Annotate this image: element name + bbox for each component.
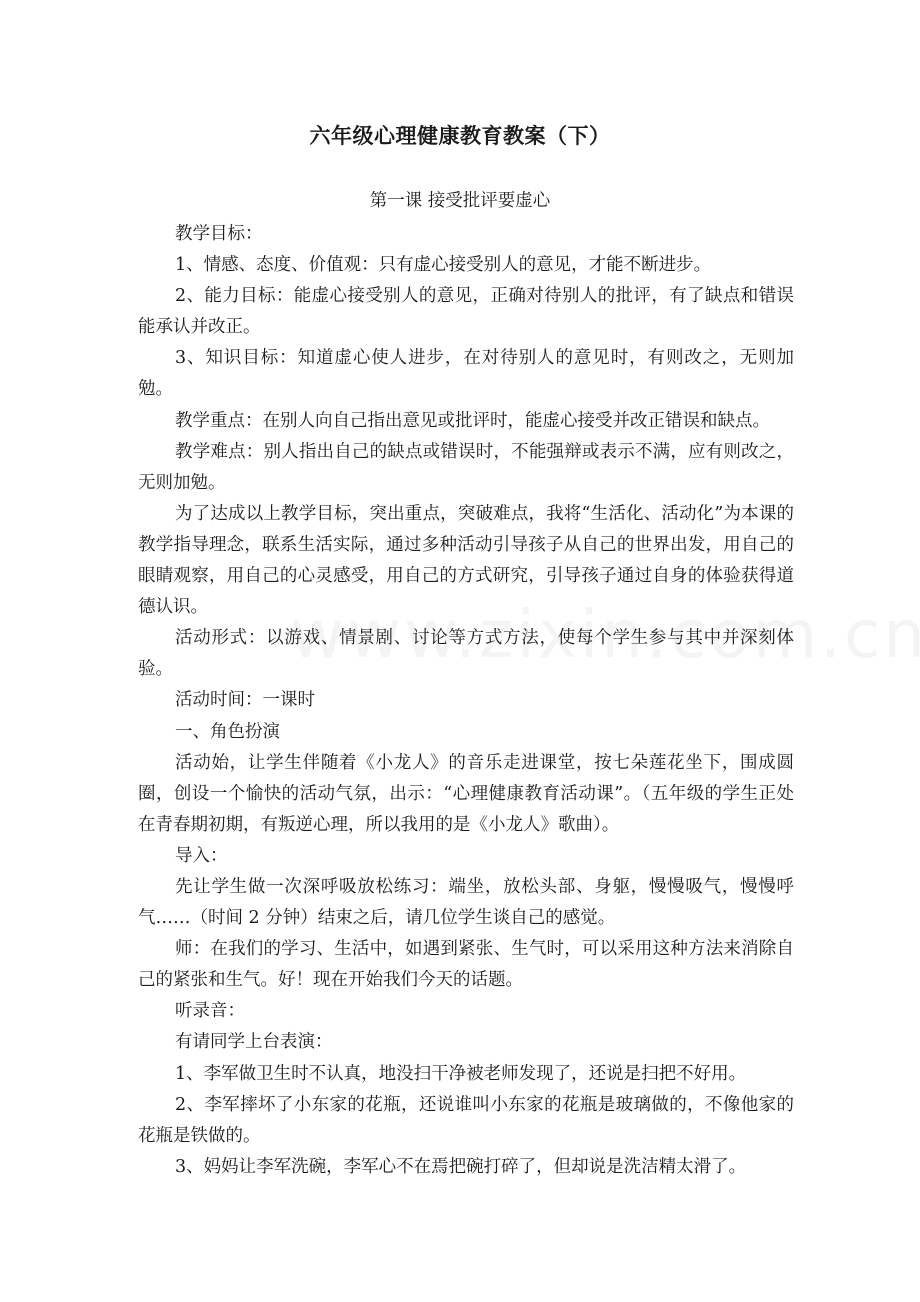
paragraph: 先让学生做一次深呼吸放松练习：端坐，放松头部、身躯，慢慢吸气，慢慢呼气……（时间 2 分钟）结束之后，请几位学生谈自己的感觉。: [138, 876, 794, 929]
lesson-subtitle: 第一课 接受批评要虚心: [369, 191, 551, 211]
paragraph: 为了达成以上教学目标，突出重点，突破难点，我将“生活化、活动化”为本课的教学指导理念，联系生活实际，通过多种活动引导孩子从自己的世界出发，用自己的眼睛观察，用自己的心灵感受，用自己的方式研究，引导孩子通过自身的体验获得道德认识。: [138, 503, 794, 618]
paragraph: 有请同学上台表演：: [175, 1032, 333, 1053]
paragraph: 导入：: [175, 845, 228, 866]
paragraph: 2、能力目标：能虚心接受别人的意见，正确对待别人的批评，有了缺点和错误能承认并改正。: [138, 286, 794, 338]
paragraph: 活动始，让学生伴随着《小龙人》的音乐走进课堂，按七朵莲花坐下，围成圆圈，创设一个愉快的活动气氛，出示：“心理健康教育活动课”。（五年级的学生正处在青春期初期，有叛逆心理，所以我用的是《小龙人》歌曲）。: [138, 752, 794, 835]
paragraph: 1、李军做卫生时不认真，地没扫干净被老师发现了，还说是扫把不好用。: [175, 1063, 747, 1084]
paragraph: 教学重点：在别人向自己指出意见或批评时，能虚心接受并改正错误和缺点。: [175, 410, 770, 431]
paragraph: 活动时间：一课时: [175, 690, 315, 711]
paragraph: 2、李军摔坏了小东家的花瓶，还说谁叫小东家的花瓶是玻璃做的，不像他家的花瓶是铁做的。: [138, 1094, 794, 1146]
paragraph: 教学目标：: [175, 224, 263, 244]
document-body: [138, 219, 794, 1183]
paragraph: 师：在我们的学习、生活中，如遇到紧张、生气时，可以采用这种方法来消除自己的紧张和生气。好！现在开始我们今天的话题。: [138, 939, 794, 991]
paragraph: 1、情感、态度、价值观：只有虚心接受别人的意见，才能不断进步。: [175, 255, 712, 276]
document-title: 六年级心理健康教育教案（下）: [309, 124, 611, 148]
paragraph: 一、角色扮演: [175, 721, 280, 742]
paragraph: 3、知识目标：知道虚心使人进步，在对待别人的意见时，有则改之，无则加勉。: [138, 348, 794, 400]
paragraph: 活动形式：以游戏、情景剧、讨论等方式方法，使每个学生参与其中并深刻体验。: [138, 628, 794, 680]
paragraph: 听录音：: [175, 1001, 245, 1022]
paragraph: 3、妈妈让李军洗碗，李军心不在焉把碗打碎了，但却说是洗洁精太滑了。: [175, 1156, 747, 1177]
paragraph: 教学难点：别人指出自己的缺点或错误时，不能强辩或表示不满，应有则改之，无则加勉。: [138, 441, 794, 493]
